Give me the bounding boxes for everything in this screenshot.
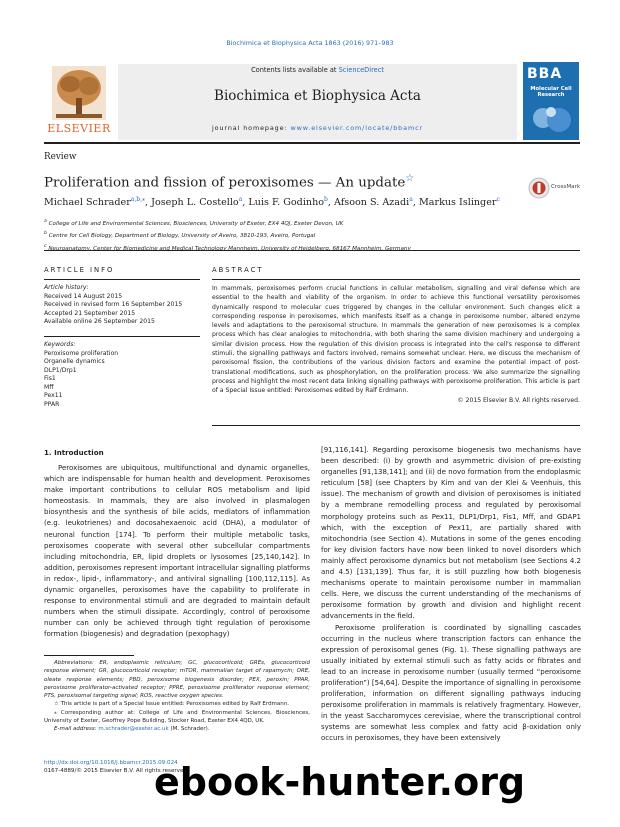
author-1[interactable]: Michael Schrader	[44, 197, 131, 209]
keyword-item: Pex11	[44, 392, 63, 399]
header-rule	[44, 142, 580, 144]
history-label: Article history:	[44, 284, 89, 291]
keywords-rule	[44, 336, 200, 337]
affiliations	[44, 217, 411, 254]
abstract-text: In mammals, peroxisomes perform crucial functions in cellular metabolism, signalling and viral defense which are essential to the health and viability of the organism. In order to achieve this functional versatility peroxisomes dynamically respond to molecular cues triggered by changes in the cellular environment. Such changes elicit a corresponding response in peroxisomes, which manifests itself as a change in peroxisome number, altered enzyme levels and adaptations to the peroxisomal structure. In mammals the generation of new peroxisomes is a complex process which has clear analogies to mitochondria, with both sharing the same division machinery and undergoing a similar division process. How the regulation of this division process is integrated into the cell's response to different stimuli, the signalling pathways and factors involved, remains somewhat unclear. Here, we discuss the mechanism of peroxisomal fission, the contributions of the various division factors and examine the potential impact of post-translational modifications, such as phosphorylation, on the proliferation process. We also summarize the signalling process and highlight the most recent data linking signalling pathways with peroxisome proliferation. This article is part of a Special Issue entitled: Peroxisomes edited by Ralf Erdmann.	[212, 285, 580, 395]
body-column-right	[321, 445, 581, 745]
email-label: E-mail address:	[54, 726, 97, 733]
crossmark-button[interactable]	[528, 176, 580, 200]
author-2-affil[interactable]: a	[238, 196, 243, 203]
cover-title: BBA	[527, 66, 563, 82]
keyword-item: Organelle dynamics	[44, 358, 105, 365]
abstract-heading: ABSTRACT	[212, 266, 264, 274]
affiliation-a-text: College of Life and Environmental Sciences, Biosciences, University of Exeter, EX4 4QJ, Exeter Devon, UK	[48, 220, 344, 227]
keywords-label: Keywords:	[44, 341, 76, 348]
author-4[interactable]: Afsoon S. Azadi	[333, 197, 410, 209]
keyword-item: Peroxisome proliferation	[44, 349, 119, 357]
title-footnote-mark[interactable]: ☆	[405, 173, 415, 184]
footnote-rule	[44, 655, 134, 656]
affiliation-b-mark: b	[44, 231, 47, 237]
keyword-item: Mff	[44, 383, 54, 391]
author-list: Michael Schrader$^{a,b,⁎}$, Joseph L. Costello$^a$, Luis F. Godinho$^b$, Afsoon S. Azadi$^a$, Markus Islinger$^c$	[44, 196, 500, 209]
crossmark-label: CrossMark	[551, 184, 581, 190]
email-suffix: (M. Schrader).	[170, 726, 210, 733]
author-2[interactable]: Joseph L. Costello	[151, 197, 239, 209]
author-5[interactable]: Markus Islinger	[418, 197, 497, 209]
elsevier-wordmark: ELSEVIER	[47, 122, 111, 135]
author-3[interactable]: Luis F. Godinho	[248, 197, 325, 209]
intro-paragraph-1: Peroxisomes are ubiquitous, multifunctional and dynamic organelles, which are indispensable for human health and development. Peroxisomes make important contributions to cellular ROS metabolism and lipid homeostasis. In mammals, they are also involved in plasmalogen biosynthesis and the synthesis of bile acids, mediators of inflammation (e.g. leukotrienes) and docosahexaenoic acid (DHA), a modulator of neuronal function [174]. To perform their multiple metabolic tasks, peroxisomes cooperate with several other subcellular compartments including mitochondria, ER, lipid droplets or lysosomes [25,140,142]. In addition, peroxisomes represent important intracellular signalling platforms in redox-, lipid-, inflammatory-, and antiviral signalling [100,112,115]. As dynamic organelles, peroxisomes have the capability to proliferate in response to environmental stimuli and are degraded to maintain default numbers when the stimuli dissipate. Accordingly, control of peroxisome number can only be achieved through tight regulation of peroxisome formation (biogenesis) and degradation (pexophagy)	[44, 464, 310, 639]
article-info-heading: ARTICLE INFO	[44, 266, 115, 274]
introduction-heading: 1. Introduction	[44, 448, 104, 457]
abstract-rule	[212, 279, 580, 280]
keyword-item: Fis1	[44, 375, 56, 382]
affiliation-a-mark: a	[44, 219, 47, 224]
abstract-bottom-rule	[212, 425, 580, 426]
intro-paragraph-2: Peroxisome proliferation is coordinated by signalling cascades occurring in the nucleus where transcription factors can enhance the expression of peroxisomal genes (Fig. 1). These signalling pathways are usually initiated by external stimuli such as fatty acids or fibrates and lead to an increase in peroxisome number (usually termed “peroxisome proliferation”) [54,64]. Despite the importance of signalling in peroxisome proliferation, information on different signalling pathways inducing peroxisome proliferation in mammals is relatively fragmentary. However, in the yeast Saccharomyces cerevisiae, where the transcriptional control systems are somewhat less complex and fatty acid β-oxidation only occurs in peroxisomes, they have been extensively	[321, 623, 581, 743]
journal-citation-link[interactable]: Biochimica et Biophysica Acta 1863 (2016) 971–983	[226, 39, 394, 47]
watermark: ebook-hunter.org	[154, 760, 526, 804]
email-footnote	[44, 725, 310, 733]
cover-subtitle: Molecular Cell Research	[530, 86, 572, 98]
abbreviations-footnote: Abbreviations: ER, endoplasmic reticulum; GC, glucocorticoid; GREs, glucocorticoid response element; GR, glucocorticoid receptor; mTOR, mammalian target of rapamycin; ORE, oleate response elements; PBD, peroxisome biogenesis disorder; PEX, peroxin; PPAR, peroxisome proliferator-activated receptor; PPRE, peroxisome proliferator response element; PTS, peroxisomal targeting signal; ROS, reactive oxygen species.	[44, 660, 310, 700]
affiliation-c	[44, 242, 411, 254]
contents-line	[118, 66, 517, 74]
corresponding-author-footnote: ⁎ Corresponding author at: College of Life and Environmental Sciences, Biosciences, University of Exeter, Geoffrey Pope Building, Stocker Road, Exeter EX4 4QD, UK.	[44, 709, 310, 725]
doi-link[interactable]: http://dx.doi.org/10.1016/j.bbamcr.2015.09.024	[44, 760, 178, 766]
author-3-affil[interactable]: b	[324, 196, 328, 203]
article-title-text: Proliferation and fission of peroxisomes — An update	[44, 175, 406, 191]
history-online: Available online 26 September 2015	[44, 318, 155, 325]
abstract-copyright: © 2015 Elsevier B.V. All rights reserved.	[457, 396, 580, 404]
article-info-rule	[44, 279, 200, 280]
homepage-link[interactable]: www.elsevier.com/locate/bbamcr	[290, 124, 424, 132]
keyword-item: DLP1/Drp1	[44, 366, 77, 374]
history-revised: Received in revised form 16 September 2015	[44, 301, 183, 308]
body-column-left	[44, 463, 310, 641]
cover-art-icon	[529, 102, 573, 136]
affiliation-c-text: Neuroanatomy, Center for Biomedicine and Medical Technology Mannheim, University of Heidelberg, 68167 Mannheim, Germany	[48, 245, 411, 252]
author-4-affil[interactable]: a	[409, 196, 413, 203]
affiliation-c-mark: c	[44, 243, 47, 249]
special-issue-footnote: ☆ This article is part of a Special Issue entitled: Peroxisomes edited by Ralf Erdmann.	[54, 701, 290, 708]
journal-title: Biochimica et Biophysica Acta	[214, 88, 421, 104]
article-title	[44, 173, 414, 190]
keyword-item: PPAR	[44, 400, 60, 408]
meta-rule	[44, 250, 580, 251]
journal-homepage-line	[118, 124, 517, 132]
homepage-prefix: journal homepage:	[211, 124, 291, 132]
issn-line: 0167-4889/© 2015 Elsevier B.V. All rights reserved.	[44, 768, 189, 775]
sciencedirect-link[interactable]: ScienceDirect	[338, 66, 384, 74]
keywords	[44, 341, 204, 409]
email-link[interactable]: m.schrader@exeter.ac.uk	[98, 726, 169, 733]
footnotes	[44, 659, 310, 734]
affiliation-a	[44, 217, 411, 229]
affiliation-b-text: Centre for Cell Biology, Department of Biology, University of Aveiro, 3810-193, Aveiro, Portugal	[48, 233, 316, 240]
crossmark-icon	[528, 177, 550, 199]
author-1-affil[interactable]: a,b,⁎	[130, 196, 146, 203]
journal-cover-image	[523, 62, 579, 140]
article-type: Review	[44, 152, 77, 162]
author-5-affil[interactable]: c	[496, 196, 500, 203]
article-history	[44, 284, 204, 327]
contents-prefix: Contents lists available at	[251, 66, 339, 74]
intro-paragraph-1-continued: [91,116,141]. Regarding peroxisome biogenesis two mechanisms have been described: (i) by growth and asymmetric division of pre-existing organelles [91,138,141]; and (ii) de novo formation from the endoplasmic reticulum [58] (see Chapters by Kim and van der Klei & Veenhuis, this issue). The mechanism of growth and division of peroxisomes is initiated by a membrane remodelling process and regulated by peroxisomal morphology proteins such as Pex11, DLP1/Drp1, Fis1, Mff, and GDAP1 which, with the exception of Pex11, are partially shared with mitochondria (see Section 4). Mutations in some of the genes encoding for key division factors have now been linked to novel disorders which mainly affect peroxisome dynamics but not metabolism (see Sections 4.2 and 4.5) [131,139]. Thus far, it is still puzzling how both biogenesis mechanisms operate to maintain peroxisome number in mammalian cells. Here, we discuss the current understanding of the mechanisms of peroxisome formation by growth and division and highlight recent advancements in the field.	[321, 446, 581, 621]
history-accepted: Accepted 21 September 2015	[44, 309, 136, 317]
affiliation-b	[44, 229, 411, 241]
history-received: Received 14 August 2015	[44, 292, 123, 300]
abstract-body	[212, 284, 580, 405]
